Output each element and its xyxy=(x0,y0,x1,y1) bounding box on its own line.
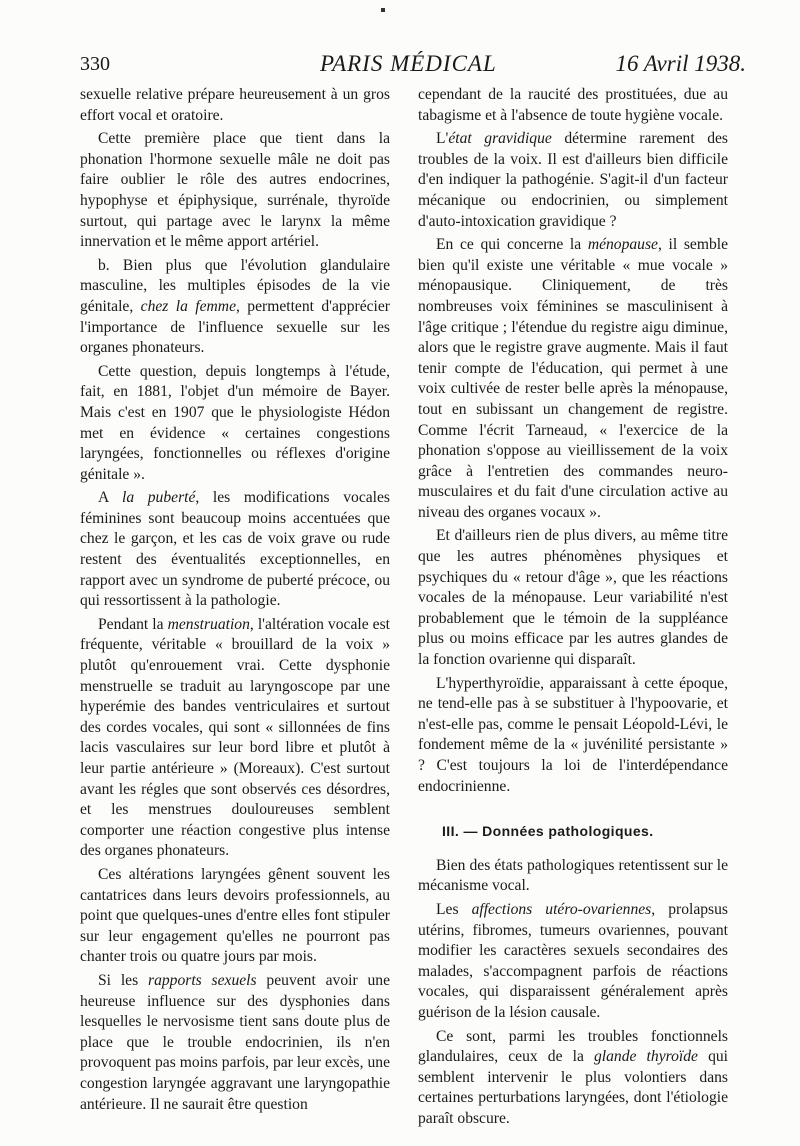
emphasis: ménopause xyxy=(587,236,658,254)
paragraph: Ces altérations laryngées gênent souvent les cantatrices dans leurs devoirs professionnels, au point que quelques-unes d'entre elles font stipuler sur leur engagement qu'elles ne pourront pas chanter trois ou quatre jours par mois. xyxy=(80,865,390,966)
paragraph: Cette première place que tient dans la phonation l'hormone sexuelle mâle ne doit pas faire oublier le rôle des autres endocrines, hypophyse et épiphysique, surrénale, thyroïde surtout, qui partage avec le larynx la même innervation et le même apport artériel. xyxy=(80,130,390,251)
paragraph: b. Bien plus que l'évolution glandulaire masculine, les multiples épisodes de la vie génitale, chez la femme, permettent d'apprécier l'importance de l'influence sexuelle sur les organes phonateurs. xyxy=(80,256,390,357)
emphasis: la puberté xyxy=(122,489,196,507)
print-mark xyxy=(381,8,385,12)
emphasis: affections utéro-ovariennes xyxy=(471,900,652,918)
section-heading: III. — Données pathologiques. xyxy=(442,823,654,840)
issue-date: 16 Avril 1938. xyxy=(615,51,746,76)
page-number: 330 xyxy=(80,53,110,75)
right-column xyxy=(418,85,728,1133)
paragraph: Pendant la menstruation, l'altération vocale est fréquente, véritable « brouillard de la voix » plutôt qu'enrouement vrai. Cette dysphonie menstruelle se traduit au laryngoscope par une hyperémie des bandes ventriculaires et surtout des cordes vocales, qui sont « sillonnées de fins lacis vasculaires sur leur bord libre et plutôt à leur partie antérieure » (Moreaux). C'est surtout avant les régles que sont observés ces désordres, et les menstrues douloureuses semblent comporter une réaction congestive plus intense des organes phonateurs. xyxy=(80,615,390,860)
emphasis: état gravidique xyxy=(448,130,552,148)
paragraph: Cette question, depuis longtemps à l'étude, fait, en 1881, l'objet d'un mémoire de Bayer. Mais c'est en 1907 que le physiologiste Hédon met en évidence « certaines congestions laryngées, fonctionnelles ou réflexes d'origine génitale ». xyxy=(80,362,390,483)
paragraph: sexuelle relative prépare heureusement à un gros effort vocal et oratoire. xyxy=(80,86,390,124)
paragraph: Les affections utéro-ovariennes, prolapsus utérins, fibromes, tumeurs ovariennes, pouvant modifier les caractères sexuels secondaires des malades, s'accompagnent parfois de réactions vocales, qui disparaissent généralement après guérison de la lésion causale. xyxy=(418,900,728,1021)
page-header xyxy=(80,48,746,88)
paragraph: L'hyperthyroïdie, apparaissant à cette époque, ne tend-elle pas à se substituer à l'hypoovarie, et n'est-elle pas, comme le pensait Léopold-Lévi, le fondement même de la « juvénilité persistante » ? C'est toujours la loi de l'interdépendance endocrinienne. xyxy=(418,674,728,795)
paragraph: Si les rapports sexuels peuvent avoir une heureuse influence sur des dysphonies dans lesquelles le nervosisme tient sans doute plus de place que le trouble endocrinien, ils n'en provoquent pas moins parfois, par leur excès, une congestion laryngée aggravant une laryngopathie antérieure. Il ne saurait être question xyxy=(80,971,391,1113)
paragraph: Bien des états pathologiques retentissent sur le mécanisme vocal. xyxy=(418,856,728,895)
paragraph: Ce sont, parmi les troubles fonctionnels glandulaires, ceux de la glande thyroïde qui semblent intervenir le plus volontiers dans certaines perturbations laryngées, dont l'étiologie paraît obscure. xyxy=(418,1027,728,1127)
emphasis: chez la femme xyxy=(140,297,236,315)
paragraph: cependant de la raucité des prostituées, due au tabagisme et à l'absence de toute hygiène vocale. xyxy=(418,86,728,124)
journal-title: PARIS MÉDICAL xyxy=(320,51,497,76)
paragraph: A la puberté, les modifications vocales féminines sont beaucoup moins accentuées que chez le garçon, et les cas de voix grave ou rude restent des éventualités exceptionnelles, en rapport avec un syndrome de puberté précoce, ou qui ressortissent à la pathologie. xyxy=(80,489,390,610)
left-column xyxy=(80,85,390,1118)
emphasis: rapports sexuels xyxy=(148,971,257,989)
emphasis: glande thyroïde xyxy=(594,1048,698,1066)
paragraph: En ce qui concerne la ménopause, il semble bien qu'il existe une véritable « mue vocale » ménopausique. Cliniquement, de très nombreuses voix féminines se masculinisent à l'âge critique ; l'étendue du registre aigu diminue, alors que le registre grave augmente. Mais il faut tenir compte de l'éducation, qui permet à une voix cultivée de rester belle après la ménopause, tout en subissant un changement de registre. Comme l'écrit Tarneaud, « l'exercice de la phonation s'oppose au vieillissement de la voix grâce à l'entretien des commandes neuro-musculaires et du fait d'une circulation active au niveau des organes vocaux ». xyxy=(418,236,728,521)
paragraph: Et d'ailleurs rien de plus divers, au même titre que les autres phénomènes physiques et psychiques du « retour d'âge », que les réactions vocales de la ménopause. Leur variabilité n'est probablement que le témoin de la suppléance plus ou moins efficace par les autres glandes de la fonction ovarienne qui disparaît. xyxy=(418,527,728,669)
paragraph: L'état gravidique détermine rarement des troubles de la voix. Il est d'ailleurs bien difficile d'en indiquer la pathogénie. S'agit-il d'un facteur mécanique ou endocrinien, ou simplement d'auto-intoxication gravidique ? xyxy=(418,130,728,230)
emphasis: menstruation xyxy=(167,615,250,633)
